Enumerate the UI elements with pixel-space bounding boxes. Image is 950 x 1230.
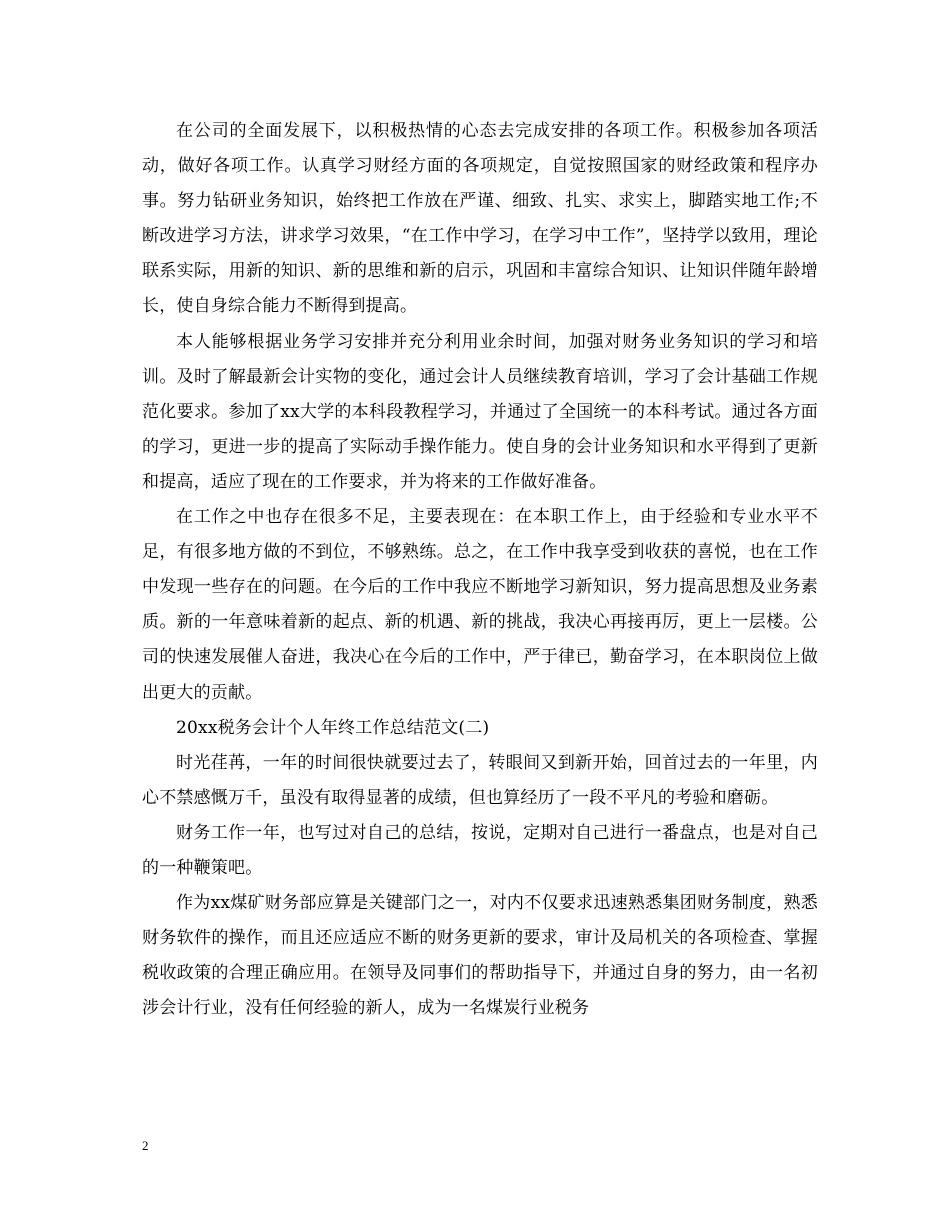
page-number: 2	[142, 1138, 149, 1153]
paragraph-work-attitude: 在公司的全面发展下，以积极热情的心态去完成安排的各项工作。积极参加各项活动，做好各项工作。认真学习财经方面的各项规定，自觉按照国家的财经政策和程序办事。努力钻研业务知识，始终把工作放在严谨、细致、扎实、求实上，脚踏实地工作;不断改进学习方法，讲求学习效果，“在工作中学习，在学习中工作”，坚持学以致用，理论联系实际，用新的知识、新的思维和新的启示，巩固和丰富综合知识、让知识伴随年龄增长，使自身综合能力不断得到提高。	[142, 121, 818, 317]
paragraph-finance-department: 作为xx煤矿财务部应算是关键部门之一，对内不仅要求迅速熟悉集团财务制度，熟悉财务软件的操作，而且还应适应不断的财务更新的要求，审计及局机关的各项检查、掌握税收政策的合理正确应用。在领导及同事们的帮助指导下，并通过自身的努力，由一名初涉会计行业，没有任何经验的新人，成为一名煤炭行业税务	[142, 893, 818, 1019]
section-heading: 20xx税务会计个人年终工作总结范文(二)	[176, 717, 490, 738]
paragraph-year-review: 时光荏苒，一年的时间很快就要过去了，转眼间又到新开始，回首过去的一年里，内心不禁感慨万千，虽没有取得显著的成绩，但也算经历了一段不平凡的考验和磨砺。	[142, 752, 818, 808]
paragraph-study-training: 本人能够根据业务学习安排并充分利用业余时间，加强对财务业务知识的学习和培训。及时了解最新会计实物的变化，通过会计人员继续教育培训，学习了会计基础工作规范化要求。参加了xx大学的本科段教程学习，并通过了全国统一的本科考试。通过各方面的学习，更进一步的提高了实际动手操作能力。使自身的会计业务知识和水平得到了更新和提高，适应了现在的工作要求，并为将来的工作做好准备。	[142, 331, 818, 492]
paragraph-shortcomings: 在工作之中也存在很多不足，主要表现在：在本职工作上，由于经验和专业水平不足，有很多地方做的不到位，不够熟练。总之，在工作中我享受到收获的喜悦，也在工作中发现一些存在的问题。在今后的工作中我应不断地学习新知识，努力提高思想及业务素质。新的一年意味着新的起点、新的机遇、新的挑战，我决心再接再厉，更上一层楼。公司的快速发展催人奋进，我决心在今后的工作中，严于律已，勤奋学习，在本职岗位上做出更大的贡献。	[142, 507, 818, 703]
document-body	[142, 114, 818, 1026]
paragraph-self-summary: 财务工作一年，也写过对自己的总结，按说，定期对自己进行一番盘点，也是对自己的一种鞭策吧。	[142, 822, 818, 878]
